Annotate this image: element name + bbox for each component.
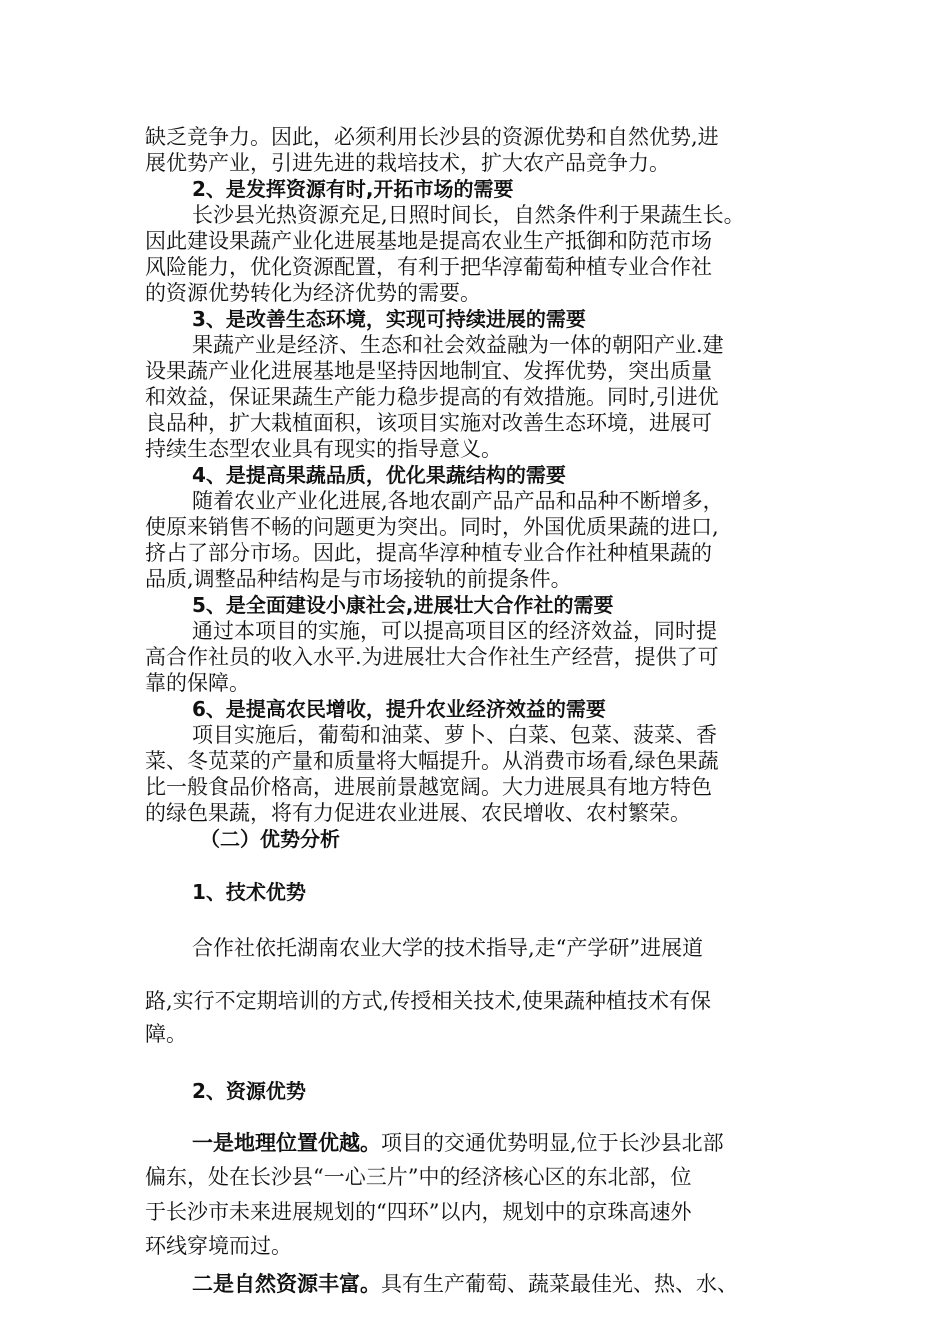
section-heading: 6、是提高农民增收，提升农业经济效益的需要: [192, 697, 606, 721]
body-text-line: 菜、冬苋菜的产量和质量将大幅提升。从消费市场看,绿色果蔬: [145, 749, 719, 773]
section-heading: 1、技术优势: [192, 880, 306, 904]
body-text-line: 和效益，保证果蔬生产能力稳步提高的有效措施。同时,引进优: [145, 385, 719, 409]
body-text-line: 的绿色果蔬，将有力促进农业进展、农民增收、农村繁荣。: [145, 801, 691, 825]
body-text-line: 风险能力，优化资源配置，有利于把华淳葡萄种植专业合作社: [145, 255, 712, 279]
body-text-line: 项目实施后，葡萄和油菜、萝卜、白菜、包菜、菠菜、香: [192, 723, 717, 747]
body-text-line: 缺乏竞争力。因此，必须利用长沙县的资源优势和自然优势,进: [145, 125, 719, 149]
section-heading: 2、是发挥资源有时,开拓市场的需要: [192, 177, 514, 201]
body-text-line: 果蔬产业是经济、生态和社会效益融为一体的朝阳产业.建: [192, 333, 724, 357]
body-text-line: 因此建设果蔬产业化进展基地是提高农业生产抵御和防范市场: [145, 229, 712, 253]
section-heading: 3、是改善生态环境，实现可持续进展的需要: [192, 307, 586, 331]
body-text-line: 良品种，扩大栽植面积，该项目实施对改善生态环境，进展可: [145, 411, 712, 435]
body-text-line: 合作社依托湖南农业大学的技术指导,走“产学研”进展道: [192, 936, 704, 960]
section-heading: 4、是提高果蔬品质，优化果蔬结构的需要: [192, 463, 566, 487]
body-text-line: 于长沙市未来进展规划的“四环”以内，规划中的京珠高速外: [145, 1200, 692, 1224]
body-text-line: 随着农业产业化进展,各地农副产品产品和品种不断增多，: [192, 489, 724, 513]
body-text-line: 靠的保障。: [145, 671, 250, 695]
body-text-line: 展优势产业，引进先进的栽培技术，扩大农产品竞争力。: [145, 151, 670, 175]
body-text-line: 长沙县光热资源充足,日照时间长，自然条件利于果蔬生长。: [192, 203, 745, 227]
lead-phrase: 一是地理位置优越。: [192, 1131, 381, 1155]
body-text-line: 挤占了部分市场。因此，提高华淳种植专业合作社种植果蔬的: [145, 541, 712, 565]
body-text-line: 使原来销售不畅的问题更为突出。同时，外国优质果蔬的进口,: [145, 515, 719, 539]
body-text-line: 的资源优势转化为经济优势的需要。: [145, 281, 481, 305]
body-text-line: 路,实行不定期培训的方式,传授相关技术,使果蔬种植技术有保: [145, 989, 712, 1013]
body-text-line: 通过本项目的实施，可以提高项目区的经济效益，同时提: [192, 619, 717, 643]
body-text-line: 比一般食品价格高，进展前景越宽阔。大力进展具有地方特色: [145, 775, 712, 799]
body-text-line: 偏东，处在长沙县“一心三片”中的经济核心区的东北部，位: [145, 1165, 692, 1189]
subsection-heading: （二）优势分析: [200, 827, 340, 851]
body-text-line: 障。: [145, 1022, 187, 1046]
body-text-line: 持续生态型农业具有现实的指导意义。: [145, 437, 502, 461]
section-heading: 5、是全面建设小康社会,进展壮大合作社的需要: [192, 593, 614, 617]
body-text-line: 设果蔬产业化进展基地是坚持因地制宜、发挥优势，突出质量: [145, 359, 712, 383]
sentence-text: 具有生产葡萄、蔬菜最佳光、热、水、: [381, 1272, 738, 1296]
body-text-line: [192, 1271, 815, 1297]
body-text-line: [192, 1130, 815, 1156]
section-heading: 2、资源优势: [192, 1079, 306, 1103]
lead-phrase: 二是自然资源丰富。: [192, 1272, 381, 1296]
body-text-line: 环线穿境而过。: [145, 1234, 292, 1258]
body-text-line: 高合作社员的收入水平.为进展壮大合作社生产经营，提供了可: [145, 645, 719, 669]
body-text-line: 品质,调整品种结构是与市场接轨的前提条件。: [145, 567, 572, 591]
sentence-text: 项目的交通优势明显,位于长沙县北部: [381, 1131, 724, 1155]
